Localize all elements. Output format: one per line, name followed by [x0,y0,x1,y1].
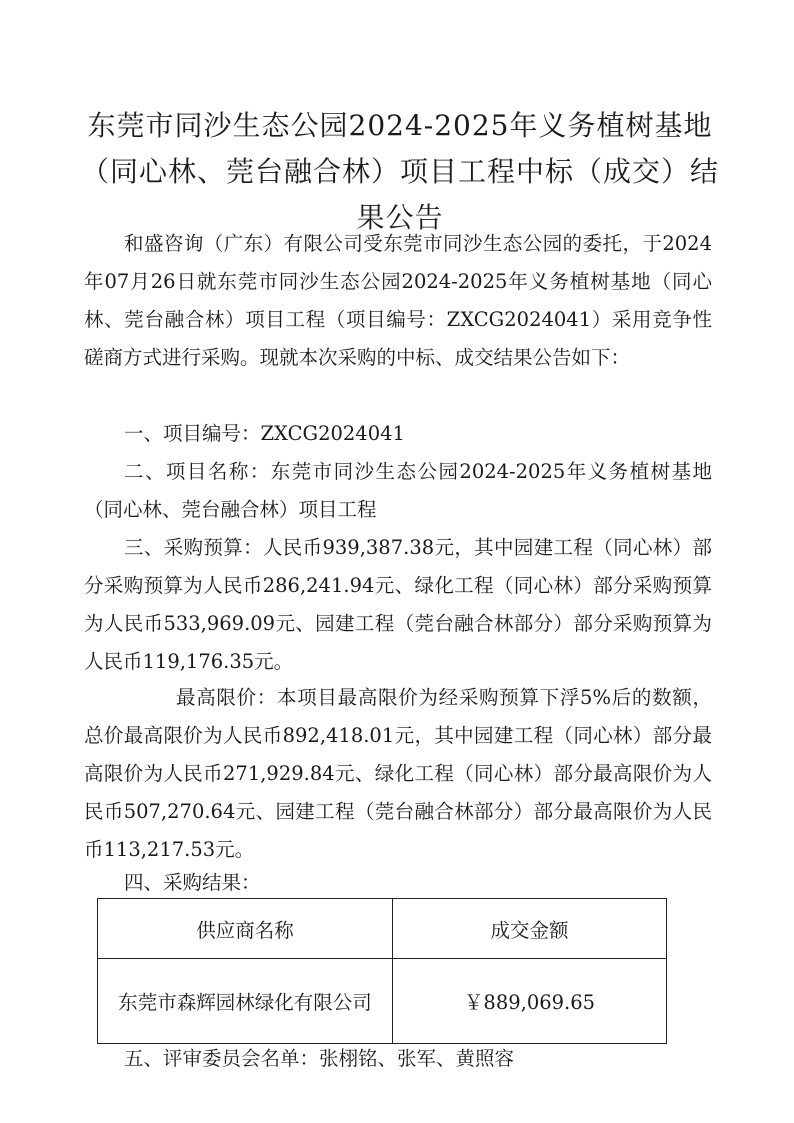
amount-cell: ￥889,069.65 [393,959,667,1044]
procurement-result-heading: 四、采购结果： [124,871,261,894]
project-name-paragraph: 二、项目名称：东莞市同沙生态公园2024-2025年义务植树基地（同心林、莞台融合林）项目工程 [84,460,712,521]
review-committee-line: 五、评审委员会名单：张栩铭、张军、黄照容 [124,1047,515,1070]
result-table [97,898,667,1044]
header-amount: 成交金额 [393,899,667,959]
table-header-row [98,899,667,959]
header-supplier: 供应商名称 [98,899,393,959]
document-title: 东莞市同沙生态公园2024-2025年义务植树基地（同心林、莞台融合林）项目工程中标（成交）结果公告 [80,109,719,234]
table-row [98,959,667,1044]
intro-paragraph: 和盛咨询（广东）有限公司受东莞市同沙生态公园的委托，于2024年07月26日就东莞市同沙生态公园2024-2025年义务植树基地（同心林、莞台融合林）项目工程（项目编号：ZXCG2024041）采用竞争性磋商方式进行采购。现就本次采购的中标、成交结果公告如下： [84,232,712,369]
supplier-cell: 东莞市森辉园林绿化有限公司 [98,959,393,1044]
project-number-line: 一、项目编号：ZXCG2024041 [124,422,405,445]
budget-paragraph: 三、采购预算：人民币939,387.38元，其中园建工程（同心林）部分采购预算为人民币286,241.94元、绿化工程（同心林）部分采购预算为人民币533,969.09元、园建工程（莞台融合林部分）部分采购预算为人民币119,176.35元。 [84,536,712,673]
max-price-paragraph: 最高限价：本项目最高限价为经采购预算下浮5%后的数额，总价最高限价为人民币892,418.01元，其中园建工程（同心林）部分最高限价为人民币271,929.84元、绿化工程（同心林）部分最高限价为人民币507,270.64元、园建工程（莞台融合林部分）部分最高限价为人民币113,217.53元。 [84,686,712,861]
